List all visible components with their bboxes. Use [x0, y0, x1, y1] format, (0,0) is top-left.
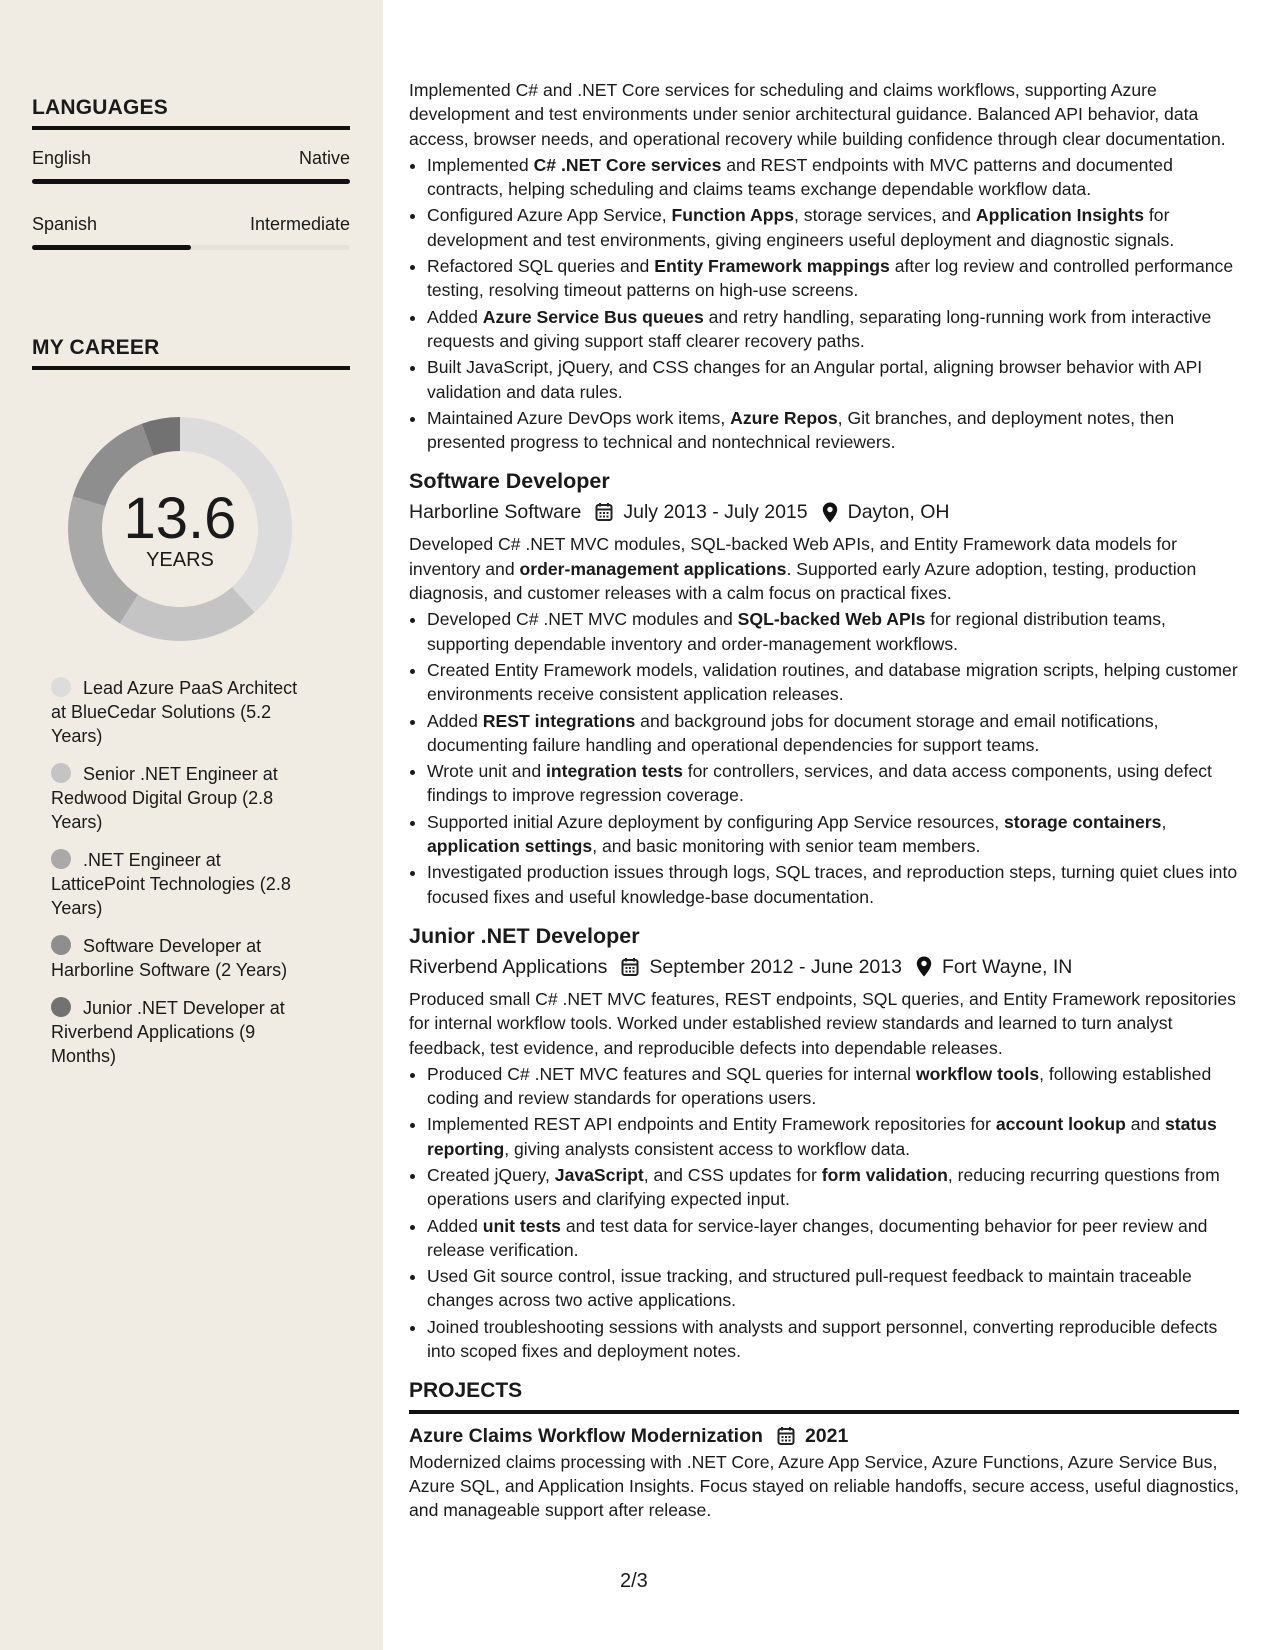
- bullet-keyword: form validation: [821, 1164, 948, 1185]
- job-bullet: [427, 1062, 1239, 1111]
- bullet-keyword: integration tests: [546, 761, 683, 782]
- bullet-text: , and basic monitoring with senior team members.: [592, 836, 981, 857]
- map-pin-icon: [822, 502, 838, 523]
- bullet-keyword: status reporting: [427, 1114, 1217, 1159]
- bullet-text: and background jobs for document storage and email notifications, documenting failure handling and operational dependencies for support teams.: [427, 710, 1159, 755]
- legend-item: [51, 762, 316, 834]
- job-bullets: [409, 153, 1239, 455]
- legend-label: Lead Azure PaaS Architect at BlueCedar Solutions (5.2 Years): [51, 678, 298, 746]
- bullet-text: , Git branches, and deployment notes, then presented progress to technical and nontechnical reviewers.: [427, 407, 1175, 453]
- legend-item: [51, 996, 316, 1068]
- career-total-years: 13.6: [123, 486, 237, 551]
- summary-text: Produced small C# .NET MVC features, REST endpoints, SQL queries, and Entity Framework repositories for internal workflow tools. Worked under established review standards and learned to turn analyst feedback, test evidence, and reproducible defects into dependable releases.: [409, 988, 1236, 1058]
- legend-item: [51, 848, 316, 920]
- bullet-keyword: storage containers: [1004, 811, 1162, 832]
- job-bullets: [409, 607, 1239, 909]
- sidebar: [0, 0, 383, 1650]
- calendar-icon: [621, 957, 639, 977]
- legend-item: [51, 676, 316, 748]
- language-level: Native: [298, 148, 350, 168]
- language-bar: [32, 179, 350, 184]
- job-meta: [409, 498, 1239, 526]
- bullet-keyword: C# .NET Core services: [533, 154, 722, 175]
- job-bullet: [427, 658, 1239, 707]
- career-section: [32, 336, 350, 370]
- job-bullet: [427, 1214, 1239, 1263]
- job-entry: [409, 921, 1239, 1363]
- bullet-text: Created Entity Framework models, validation routines, and database migration scripts, helping customer environments receive consistent application releases.: [427, 659, 1238, 705]
- language-name: English: [32, 148, 92, 168]
- bullet-keyword: unit tests: [482, 1215, 561, 1236]
- job-company: Riverbend Applications: [409, 955, 608, 978]
- bullet-keyword: account lookup: [995, 1114, 1126, 1135]
- job-company: Harborline Software: [409, 501, 582, 524]
- job-entry: [409, 466, 1239, 908]
- career-total-unit: YEARS: [146, 549, 214, 571]
- language-bar-fill: [32, 179, 350, 184]
- language-name: Spanish: [32, 214, 98, 234]
- language-bar-fill: [32, 245, 191, 250]
- bullet-text: , and CSS updates for: [643, 1164, 822, 1185]
- page-number: 2/3: [620, 1570, 648, 1592]
- job-bullet: [427, 759, 1239, 808]
- job-bullet: [427, 1112, 1239, 1161]
- bullet-text: Used Git source control, issue tracking, and structured pull-request feedback to maintain traceable changes across two active applications.: [427, 1266, 1192, 1311]
- legend-swatch: [51, 935, 71, 955]
- job-bullet: [427, 1264, 1239, 1313]
- bullet-text: and test data for service-layer changes, documenting behavior for peer review and release verification.: [427, 1215, 1208, 1260]
- bullet-keyword: Azure Service Bus queues: [482, 306, 704, 327]
- bullet-keyword: JavaScript: [554, 1164, 644, 1185]
- bullet-text: for controllers, services, and data access components, using defect findings to improve regression coverage.: [427, 761, 1212, 806]
- job-location: Fort Wayne, IN: [941, 955, 1073, 978]
- bullet-text: Created jQuery,: [427, 1164, 555, 1185]
- job-bullet: [427, 810, 1239, 859]
- job-title: Software Developer: [409, 469, 610, 494]
- summary-text: Developed C# .NET MVC modules, SQL-backed Web APIs, and Entity Framework data models for inventory and: [409, 534, 1177, 579]
- main-content: [409, 78, 1239, 1523]
- bullet-text: , reducing recurring questions from operations users and clarifying expected input.: [427, 1164, 1220, 1210]
- bullet-text: , giving analysts consistent access to workflow data.: [504, 1138, 911, 1159]
- bullet-text: Investigated production issues through logs, SQL traces, and reproduction steps, turning quiet clues into focused fixes and useful knowledge-base documentation.: [427, 862, 1238, 907]
- job-bullet: [427, 305, 1239, 354]
- job-dates: September 2012 - June 2013: [649, 955, 902, 978]
- job-bullet: [427, 1315, 1239, 1364]
- legend-label: Junior .NET Developer at Riverbend Applications (9 Months): [51, 998, 285, 1066]
- languages-heading: LANGUAGES: [32, 96, 350, 130]
- legend-label: Senior .NET Engineer at Redwood Digital Group (2.8 Years): [51, 764, 278, 832]
- jobs-list: [409, 466, 1239, 1363]
- bullet-keyword: SQL-backed Web APIs: [737, 609, 926, 630]
- job-bullet: [427, 1163, 1239, 1212]
- bullet-keyword: Application Insights: [975, 205, 1145, 226]
- bullet-text: , following established coding and review standards for operations users.: [427, 1063, 1212, 1109]
- bullet-keyword: application settings: [427, 836, 593, 857]
- legend-label: Software Developer at Harborline Software (2 Years): [51, 936, 288, 980]
- project-name: Azure Claims Workflow Modernization: [409, 1424, 763, 1447]
- legend-label: .NET Engineer at LatticePoint Technologies (2.8 Years): [51, 850, 291, 918]
- project-title: [409, 1422, 1239, 1450]
- bullet-keyword: Entity Framework mappings: [654, 256, 890, 277]
- summary-text: . Supported early Azure adoption, testing, production diagnosis, and customer releases with a calm focus on practical fixes.: [409, 558, 1197, 604]
- bullet-text: Added: [427, 710, 483, 731]
- project-year: 2021: [804, 1424, 849, 1447]
- bullet-text: Wrote unit and: [427, 761, 546, 782]
- career-legend: [51, 676, 316, 1082]
- job-bullet: [427, 153, 1239, 202]
- job-bullet: [427, 709, 1239, 758]
- bullet-keyword: Function Apps: [671, 205, 794, 226]
- bullet-text: Implemented: [427, 154, 534, 175]
- career-donut-chart: [64, 413, 296, 645]
- bullet-text: Implemented REST API endpoints and Entity Framework repositories for: [427, 1114, 996, 1135]
- language-level: Intermediate: [249, 214, 350, 234]
- job-summary: Implemented C# and .NET Core services for scheduling and claims workflows, supporting Azure development and test environments under senior architectural guidance. Balanced API behavior, data access, browser needs, and operational recovery while building confidence through clear documentation.: [409, 80, 1226, 149]
- bullet-text: Added: [427, 1215, 483, 1236]
- bullet-text: ,: [1161, 811, 1167, 832]
- bullet-text: Configured Azure App Service,: [427, 205, 672, 226]
- project-description: Modernized claims processing with .NET Core, Azure App Service, Azure Functions, Azure Service Bus, Azure SQL, and Application Insights. Focus stayed on reliable handoffs, secure access, useful diagnostics, and manageable support after release.: [409, 1451, 1239, 1521]
- bullet-text: , storage services, and: [794, 205, 976, 226]
- bullet-keyword: REST integrations: [482, 710, 636, 731]
- bullet-text: for regional distribution teams, supporting dependable inventory and order-management workflows.: [427, 609, 1166, 654]
- languages-list: [32, 148, 350, 250]
- bullet-text: and: [1125, 1114, 1165, 1135]
- job-bullet: [427, 203, 1239, 252]
- job-title: Junior .NET Developer: [409, 923, 640, 948]
- bullet-keyword: workflow tools: [915, 1063, 1040, 1084]
- bullet-text: Supported initial Azure deployment by configuring App Service resources,: [427, 811, 1005, 832]
- legend-swatch: [51, 997, 71, 1017]
- bullet-text: Developed C# .NET MVC modules and: [427, 609, 738, 630]
- bullet-text: and REST endpoints with MVC patterns and documented contracts, helping scheduling and claims teams exchange dependable workflow data.: [427, 154, 1173, 200]
- job-summary: [409, 532, 1239, 605]
- bullet-text: Joined troubleshooting sessions with analysts and support personnel, converting reproducible defects into scoped fixes and deployment notes.: [427, 1316, 1218, 1362]
- map-pin-icon: [916, 956, 932, 977]
- job-summary: [409, 987, 1239, 1060]
- bullet-keyword: Azure Repos: [730, 407, 838, 428]
- language-row: [32, 148, 350, 169]
- job-bullet: [427, 355, 1239, 404]
- calendar-icon: [777, 1426, 795, 1446]
- job-meta: [409, 953, 1239, 981]
- bullet-text: and retry handling, separating long-running work from interactive requests and giving support staff clearer recovery paths.: [427, 306, 1212, 351]
- legend-swatch: [51, 763, 71, 783]
- career-heading: MY CAREER: [32, 336, 350, 370]
- legend-swatch: [51, 677, 71, 697]
- bullet-text: for development and test environments, giving engineers useful deployment and diagnostic signals.: [427, 205, 1175, 250]
- language-bar: [32, 245, 350, 250]
- projects-list: [409, 1422, 1239, 1523]
- bullet-text: Maintained Azure DevOps work items,: [427, 407, 731, 428]
- bullet-text: after log review and controlled performance testing, resolving timeout patterns on high-use screens.: [427, 256, 1234, 301]
- job-location: Dayton, OH: [847, 501, 950, 524]
- bullet-text: Refactored SQL queries and: [427, 256, 655, 277]
- job-bullet: [427, 607, 1239, 656]
- job-bullets: [409, 1062, 1239, 1364]
- language-row: [32, 214, 350, 235]
- bullet-text: Produced C# .NET MVC features and SQL queries for internal: [427, 1063, 916, 1084]
- bullet-text: Built JavaScript, jQuery, and CSS changes for an Angular portal, aligning browser behavior with API validation and data rules.: [427, 357, 1203, 402]
- legend-swatch: [51, 849, 71, 869]
- job-dates: July 2013 - July 2015: [623, 501, 808, 524]
- summary-keyword: order-management applications: [519, 558, 787, 579]
- job-bullet: [427, 860, 1239, 909]
- projects-heading: PROJECTS: [409, 1379, 1239, 1413]
- calendar-icon: [595, 502, 613, 522]
- legend-item: [51, 934, 316, 982]
- bullet-text: Added: [427, 306, 483, 327]
- job-bullet: [427, 254, 1239, 303]
- languages-section: [32, 96, 350, 250]
- job-bullet: [427, 406, 1239, 455]
